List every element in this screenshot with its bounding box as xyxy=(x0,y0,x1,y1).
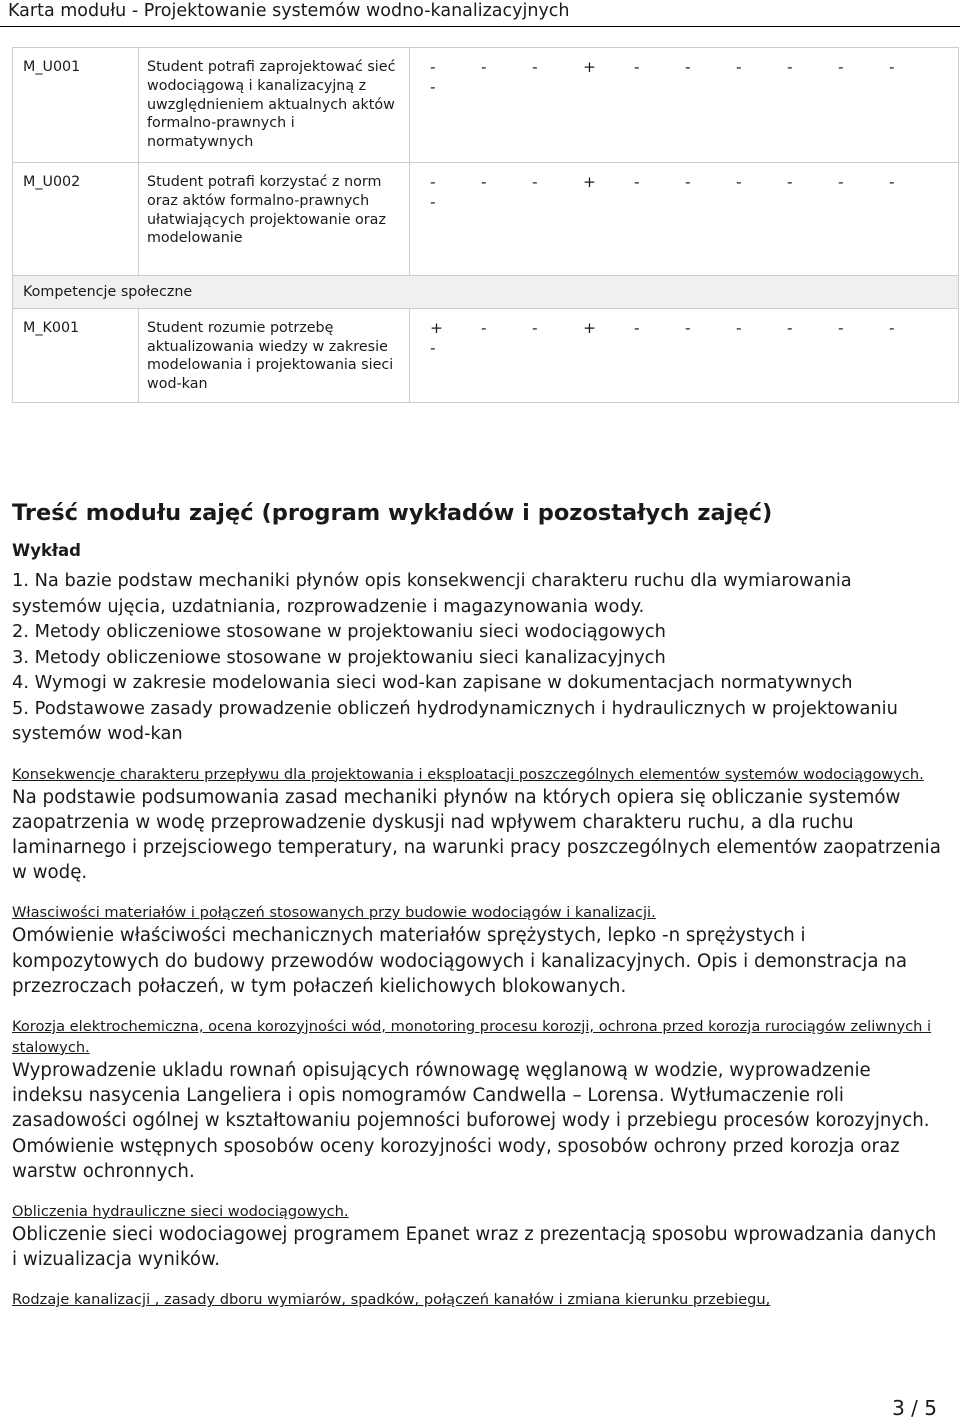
list-item: 3. Metody obliczeniowe stosowane w projektowaniu sieci kanalizacyjnych xyxy=(12,646,666,668)
mark-cell: - xyxy=(634,58,640,76)
table-row xyxy=(13,163,959,276)
list-item: 2. Metody obliczeniowe stosowane w projektowaniu sieci wodociągowych xyxy=(12,621,666,642)
topic-title: Własciwości materiałów i połączeń stosowanych przy budowie wodociągów i kanalizacji. xyxy=(12,904,656,922)
topic-title: Korozja elektrochemiczna, ocena korozyjności wód, monotoring procesu korozji, ochrona przed korozja rurociągów zeliwnych i stalowych. xyxy=(12,1017,932,1056)
lecture-list xyxy=(12,568,947,747)
mark-cell: - xyxy=(481,58,487,76)
outcome-marks xyxy=(410,308,959,402)
mark-cell: - xyxy=(838,173,844,191)
section-title: Kompetencje społeczne xyxy=(13,276,959,309)
table-row xyxy=(13,308,959,402)
mark-cell: - xyxy=(532,58,538,76)
mark-cell: - xyxy=(736,173,742,191)
outcome-code: M_K001 xyxy=(13,308,139,402)
topic-block xyxy=(12,1201,947,1272)
mark-cell: - xyxy=(634,318,640,337)
mark-cell: - xyxy=(430,77,436,96)
outcome-marks xyxy=(410,48,959,163)
mark-cell: - xyxy=(736,318,742,337)
mark-cell: + xyxy=(583,58,596,76)
topic-body: Omówienie właściwości mechanicznych materiałów sprężystych, lepko -n sprężystych i kompozytowych do budowy przewodów wodociągowych i kanalizacyjnych. Opis i demonstracja na przezroczach połaczeń, w tym połaczeń kielichowych blokowanych. xyxy=(12,925,907,997)
outcome-description: Student potrafi korzystać z norm oraz aktów formalno-prawnych ułatwiających projektowanie oraz modelowanie xyxy=(139,163,410,276)
topic-block xyxy=(12,1289,947,1310)
outcome-code: M_U001 xyxy=(13,48,139,163)
mark-cell: - xyxy=(634,173,640,191)
mark-cell: - xyxy=(430,192,436,211)
topic-block xyxy=(12,1016,947,1184)
topic-block xyxy=(12,764,947,886)
outcome-description: Student potrafi zaprojektować sieć wodociągową i kanalizacyjną z uwzględnieniem aktualnych aktów formalno-prawnych i normatywnych xyxy=(139,48,410,163)
page-number: 3 / 5 xyxy=(892,1396,937,1420)
mark-cell: - xyxy=(685,173,691,191)
table-row xyxy=(13,48,959,163)
outcome-code: M_U002 xyxy=(13,163,139,276)
mark-cell: - xyxy=(481,318,487,337)
list-item: 1. Na bazie podstaw mechaniki płynów opis konsekwencji charakteru ruchu dla wymiarowania systemów ujęcia, uzdatniania, rozprowadzenie i magazynowania wody. xyxy=(12,570,852,617)
topic-title: Rodzaje kanalizacji , zasady dboru wymiarów, spadków, połączeń kanałów i zmiana kierunku przebiegu, xyxy=(12,1291,771,1309)
list-item: 5. Podstawowe zasady prowadzenie obliczeń hydrodynamicznych i hydraulicznych w projektowaniu systemów wod-kan xyxy=(12,697,898,744)
mark-cell: - xyxy=(736,58,742,76)
mark-cell: - xyxy=(889,58,895,76)
mark-cell: - xyxy=(430,173,436,191)
outcome-description: Student rozumie potrzebę aktualizowania wiedzy w zakresie modelowania i projektowania sieci wod-kan xyxy=(139,308,410,402)
mark-cell: - xyxy=(787,173,793,191)
topic-block xyxy=(12,902,947,999)
lecture-subheading: Wykład xyxy=(12,541,81,560)
list-item: 4. Wymogi w zakresie modelowania sieci wod-kan zapisane w dokumentacjach normatywnych xyxy=(12,672,853,693)
mark-cell: - xyxy=(889,173,895,191)
mark-cell: - xyxy=(481,173,487,191)
mark-cell: - xyxy=(532,173,538,191)
mark-cell: - xyxy=(838,58,844,76)
mark-cell: + xyxy=(583,173,596,191)
mark-cell: + xyxy=(430,318,443,337)
topic-body: Wyprowadzenie ukladu rownań opisujących równowagę węglanową w wodzie, wyprowadzenie indeksu nasycenia Langeliera i opis nomogramów Candwella – Lorensa. Wytłumaczenie roli zasadowości ogólnej w kształtowaniu pojemności buforowej wody i przebiegu procesów korozyjnych. Omówienie wstępnych sposobów oceny korozyjności wody, sposobów ochrony przed korozja oraz warstw ochronnych. xyxy=(12,1059,930,1182)
mark-cell: - xyxy=(787,318,793,337)
outcome-marks xyxy=(410,163,959,276)
header-divider xyxy=(0,26,960,27)
mark-cell: - xyxy=(685,58,691,76)
topic-body: Na podstawie podsumowania zasad mechaniki płynów na których opiera się obliczanie systemów zaopatrzenia w wodę przeprowadzenie dyskusji nad wpływem charakteru ruchu, a dla ruchu laminarnego i przejsciowego temperatury, na warunki pracy poszczególnych elementów zaopatrzenia w wodę. xyxy=(12,786,941,884)
mark-cell: - xyxy=(430,58,436,76)
learning-outcomes-table xyxy=(12,47,959,403)
mark-cell: - xyxy=(532,318,538,337)
document-title: Karta modułu - Projektowanie systemów wodno-kanalizacyjnych xyxy=(8,1,570,21)
topic-title: Konsekwencje charakteru przepływu dla projektowania i eksploatacji poszczególnych elementów systemów wodociągowych. xyxy=(12,765,924,783)
mark-cell: - xyxy=(430,338,436,357)
mark-cell: - xyxy=(838,318,844,337)
mark-cell: - xyxy=(889,318,895,337)
content-heading: Treść modułu zajęć (program wykładów i pozostałych zajęć) xyxy=(12,500,773,526)
page-header xyxy=(0,0,960,38)
mark-cell: + xyxy=(583,318,596,337)
mark-cell: - xyxy=(787,58,793,76)
topic-title: Obliczenia hydrauliczne sieci wodociągowych. xyxy=(12,1202,349,1220)
section-header-row xyxy=(13,276,959,309)
topic-body: Obliczenie sieci wodociagowej programem Epanet wraz z prezentacją sposobu wprowadzania danych i wizualizacja wyników. xyxy=(12,1223,937,1271)
module-content xyxy=(12,498,947,1310)
mark-cell: - xyxy=(685,318,691,337)
